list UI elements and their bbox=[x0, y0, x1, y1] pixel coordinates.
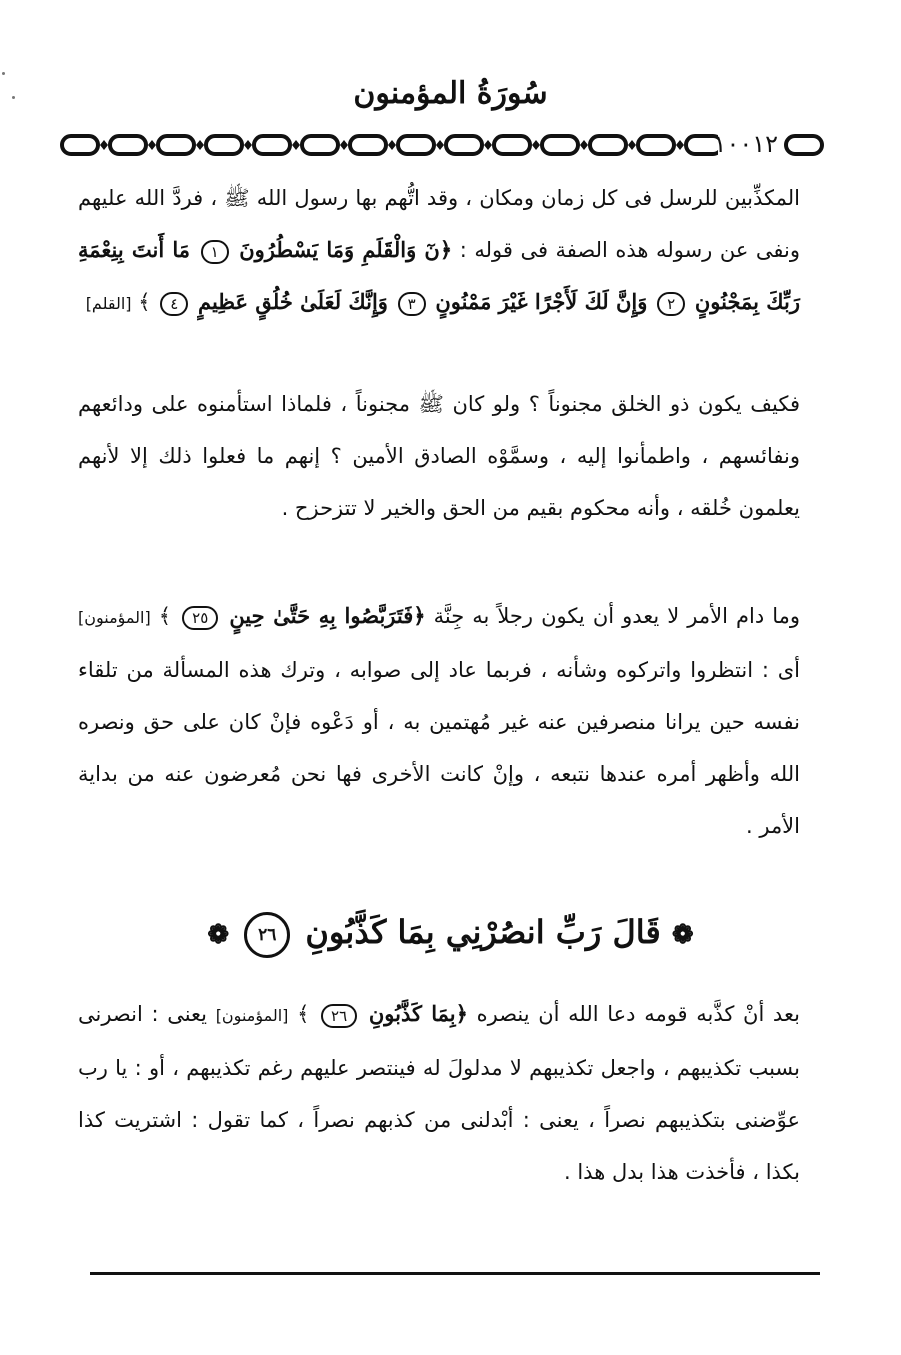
paragraph-4-body: يعنى : انصرنى بسبب تكذيبهم ، واجعل تكذيبهم لا مدلولَ له فينتصر عليهم رغم تكذيبهم ، أو : يا رب عوِّضنى بتكذيبهم نصراً ، يعنى : أبْدلنى من كذبهم نصراً ، كما تقول : اشتريت كذا بكذا ، فأخذت هذا بدل هذا . bbox=[78, 1002, 800, 1184]
ornament-icon: ❁ bbox=[671, 919, 694, 950]
quran-quote-qalam-3: وَإِنَّ لَكَ لَأَجْرًا غَيْرَ مَمْنُونٍ bbox=[435, 289, 648, 314]
surah-reference-qalam: [القلم] bbox=[85, 294, 132, 313]
surah-reference-muminun: [المؤمنون] bbox=[78, 608, 151, 627]
header-chain-rule bbox=[58, 128, 828, 162]
ayah-banner-verse-number: ٢٦ bbox=[244, 912, 290, 958]
paragraph-2 bbox=[78, 378, 800, 534]
quote-close-bracket: ﴾ bbox=[158, 604, 172, 628]
quran-quote-qalam-2: مَا أَنتَ بِنِعْمَةِ رَبِّكَ بِمَجْنُونٍ bbox=[78, 237, 800, 314]
page-number: ١٠٠١٢ bbox=[718, 126, 778, 162]
scan-speck bbox=[2, 72, 5, 75]
paragraph-1-line1: المكذِّبين للرسل فى كل زمان ومكان ، وقد اتُّهم بها رسول الله ﷺ ، bbox=[210, 186, 800, 210]
paragraph-3-intro: وما دام الأمر لا يعدو أن يكون رجلاً به جِنَّة bbox=[433, 604, 800, 628]
verse-number-25: ٢٥ bbox=[182, 606, 218, 630]
quran-quote-qalam-4: وَإِنَّكَ لَعَلَىٰ خُلُقٍ عَظِيمٍ bbox=[197, 289, 388, 314]
verse-number-1: ١ bbox=[201, 240, 229, 264]
verse-number-26: ٢٦ bbox=[321, 1004, 357, 1028]
verse-number-2: ٢ bbox=[657, 292, 685, 316]
paragraph-3 bbox=[78, 590, 800, 852]
quote-close-bracket: ﴾ bbox=[297, 1002, 310, 1026]
ayah-banner bbox=[0, 902, 901, 962]
footer-rule bbox=[90, 1272, 820, 1275]
surah-title: سُورَةُ المؤمنون bbox=[353, 76, 548, 111]
paragraph-3-body: أى : انتظروا واتركوه وشأنه ، فربما عاد إلى صوابه ، وترك هذه المسألة من تلقاء نفسه حين يرانا منصرفين عنه غير مُهتمين به ، أو دَعْوه فإنْ كان على حق ونصره الله وأظهر أمره عندها نتبعه ، وإنْ كانت الأخرى فها نحن مُعرضون عنه من بداية الأمر . bbox=[78, 658, 800, 838]
paragraph-1 bbox=[78, 172, 800, 330]
surah-reference-muminun: [المؤمنون] bbox=[215, 1006, 289, 1025]
ayah-banner-text: قَالَ رَبِّ انصُرْنِي بِمَا كَذَّبُونِ bbox=[305, 913, 661, 951]
verse-number-3: ٣ bbox=[398, 292, 426, 316]
quran-quote-qalam-1: ﴿نٓ وَالْقَلَمِ وَمَا يَسْطُرُونَ bbox=[239, 237, 453, 262]
verse-number-4: ٤ bbox=[160, 292, 188, 316]
paragraph-4-intro: بعد أنْ كذَّبه قومه دعا الله أن ينصره bbox=[476, 1002, 800, 1026]
quran-quote-tarabbasu: ﴿فَتَرَبَّصُوا بِهِ حَتَّىٰ حِينٍ bbox=[229, 603, 426, 628]
quran-quote-kadhdhabun: ﴿بِمَا كَذَّبُونِ bbox=[368, 1001, 468, 1026]
quote-close-bracket: ﴾ bbox=[138, 290, 151, 314]
paragraph-1-line2: فردَّ الله عليهم ونفى عن رسوله هذه الصفة فى قوله : bbox=[78, 186, 801, 262]
paragraph-4 bbox=[78, 988, 800, 1198]
paragraph-2-text: فكيف يكون ذو الخلق مجنوناً ؟ ولو كان ﷺ مجنوناً ، فلماذا استأمنوه على ودائعهم ونفائسهم ، واطمأنوا إليه ، وسمَّوْه الصادق الأمين ؟ إنهم ما فعلوا ذلك إلا لأنهم يعلمون خُلقه ، وأنه محكوم بقيم من الحق والخير لا تتزحزح . bbox=[78, 392, 800, 520]
ornament-icon: ❁ bbox=[207, 919, 230, 950]
